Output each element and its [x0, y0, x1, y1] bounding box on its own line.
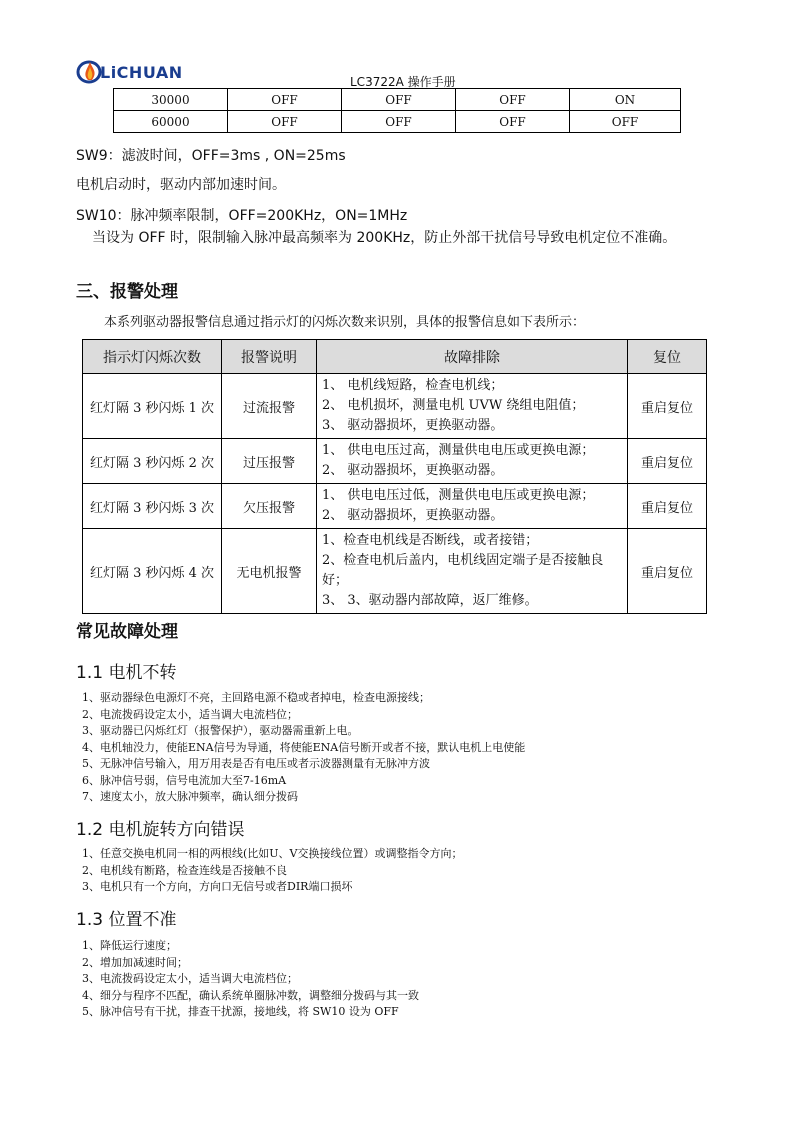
reset-cell: 重启复位 [628, 529, 707, 614]
fault-list-1-3 [82, 938, 419, 1021]
list-item: 3、电机只有一个方向，方向口无信号或者DIR端口损坏 [82, 880, 353, 893]
list-item: 2、电机线有断路，检查连线是否接触不良 [82, 863, 287, 877]
steps-cell [317, 529, 628, 614]
step-line: 1、 电机线短路，检查电机线； [322, 378, 504, 393]
list-item: 5、无脉冲信号输入，用万用表是否有电压或者示波器测量有无脉冲方波 [82, 757, 430, 770]
list-item: 2、增加加减速时间； [82, 955, 188, 969]
table-cell: OFF [456, 111, 570, 133]
step-line: 2、 驱动器损坏，更换驱动器。 [322, 463, 504, 478]
step-line: 1、检查电机线是否断线，或者接错； [322, 533, 539, 548]
table-row [83, 439, 707, 484]
logo-text: LiCHUAN [100, 63, 183, 82]
list-item: 7、速度太小，放大脉冲频率，确认细分拨码 [82, 790, 298, 803]
table-row [114, 111, 681, 133]
sw9-description: SW9：滤波时间，OFF=3ms , ON=25ms [76, 148, 346, 164]
reset-cell: 重启复位 [628, 484, 707, 529]
blink-cell: 红灯隔 3 秒闪烁 1 次 [83, 374, 222, 439]
table-cell: OFF [228, 89, 342, 111]
col-header-reset: 复位 [628, 340, 707, 374]
desc-cell: 无电机报警 [222, 529, 317, 614]
table-cell: OFF [342, 89, 456, 111]
step-line: 3、 3、驱动器内部故障，返厂维修。 [322, 593, 538, 608]
fault-list-1-1 [82, 690, 525, 806]
table-cell: ON [570, 89, 681, 111]
list-item: 5、脉冲信号有干扰，排查干扰源，接地线，将 SW10 设为 OFF [82, 1005, 399, 1018]
col-header-blink: 指示灯闪烁次数 [83, 340, 222, 374]
table-row [83, 529, 707, 614]
subsection-title-1-3: 1.3 位置不准 [76, 910, 177, 930]
step-line: 1、 供电电压过低，测量供电电压或更换电源； [322, 488, 595, 503]
step-line: 2、 驱动器损坏，更换驱动器。 [322, 508, 504, 523]
table-header-row [83, 340, 707, 374]
table-cell: 60000 [114, 111, 228, 133]
desc-cell: 过流报警 [222, 374, 317, 439]
list-item: 1、任意交换电机同一相的两根线(比如U、V交换接线位置）或调整指令方向； [82, 847, 463, 860]
step-line: 3、 驱动器损坏，更换驱动器。 [322, 418, 504, 433]
alarm-intro: 本系列驱动器报警信息通过指示灯的闪烁次数来识别，具体的报警信息如下表所示： [104, 315, 586, 330]
reset-cell: 重启复位 [628, 374, 707, 439]
blink-cell: 红灯隔 3 秒闪烁 2 次 [83, 439, 222, 484]
list-item: 4、细分与程序不匹配，确认系统单圈脉冲数，调整细分拨码与其一致 [82, 988, 419, 1002]
sw9-note: 电机启动时，驱动内部加速时间。 [76, 177, 286, 193]
step-line: 1、 供电电压过高，测量供电电压或更换电源； [322, 443, 595, 458]
list-item: 1、降低运行速度； [82, 939, 177, 952]
table-cell: OFF [228, 111, 342, 133]
table-row [114, 89, 681, 111]
document-title: LC3722A 操作手册 [350, 75, 456, 89]
list-item: 1、驱动器绿色电源灯不亮，主回路电源不稳或者掉电，检查电源接线； [82, 691, 430, 704]
section-title-alarm: 三、报警处理 [76, 282, 178, 302]
col-header-steps: 故障排除 [317, 340, 628, 374]
blink-cell: 红灯隔 3 秒闪烁 3 次 [83, 484, 222, 529]
section-title-common: 常见故障处理 [76, 622, 178, 642]
subsection-title-1-2: 1.2 电机旋转方向错误 [76, 820, 245, 840]
list-item: 2、电流拨码设定太小，适当调大电流档位； [82, 707, 298, 721]
alarm-table [82, 339, 707, 614]
list-item: 4、电机轴没力，使能ENA信号为导通，将使能ENA信号断开或者不接，默认电机上电使能 [82, 740, 526, 754]
fault-list-1-2 [82, 846, 463, 896]
desc-cell: 欠压报警 [222, 484, 317, 529]
subsection-title-1-1: 1.1 电机不转 [76, 663, 177, 683]
step-line: 2、 电机损坏，测量电机 UVW 绕组电阻值； [322, 398, 585, 413]
desc-cell: 过压报警 [222, 439, 317, 484]
steps-cell [317, 484, 628, 529]
sw10-note: 当设为 OFF 时，限制输入脉冲最高频率为 200KHz，防止外部干扰信号导致电机定位不准确。 [92, 230, 677, 246]
subdivision-table [113, 88, 681, 133]
reset-cell: 重启复位 [628, 439, 707, 484]
steps-cell [317, 439, 628, 484]
table-row [83, 484, 707, 529]
list-item: 6、脉冲信号弱，信号电流加大至7-16mA [82, 773, 287, 787]
col-header-desc: 报警说明 [222, 340, 317, 374]
steps-cell [317, 374, 628, 439]
table-cell: OFF [456, 89, 570, 111]
list-item: 3、驱动器已闪烁红灯（报警保护），驱动器需重新上电。 [82, 724, 359, 737]
table-row [83, 374, 707, 439]
step-line: 2、检查电机后盖内，电机线固定端子是否接触良好； [322, 553, 604, 588]
sw10-description: SW10：脉冲频率限制，OFF=200KHz，ON=1MHz [76, 208, 408, 224]
blink-cell: 红灯隔 3 秒闪烁 4 次 [83, 529, 222, 614]
table-cell: OFF [570, 111, 681, 133]
table-cell: OFF [342, 111, 456, 133]
list-item: 3、电流拨码设定太小，适当调大电流档位； [82, 972, 298, 985]
table-cell: 30000 [114, 89, 228, 111]
